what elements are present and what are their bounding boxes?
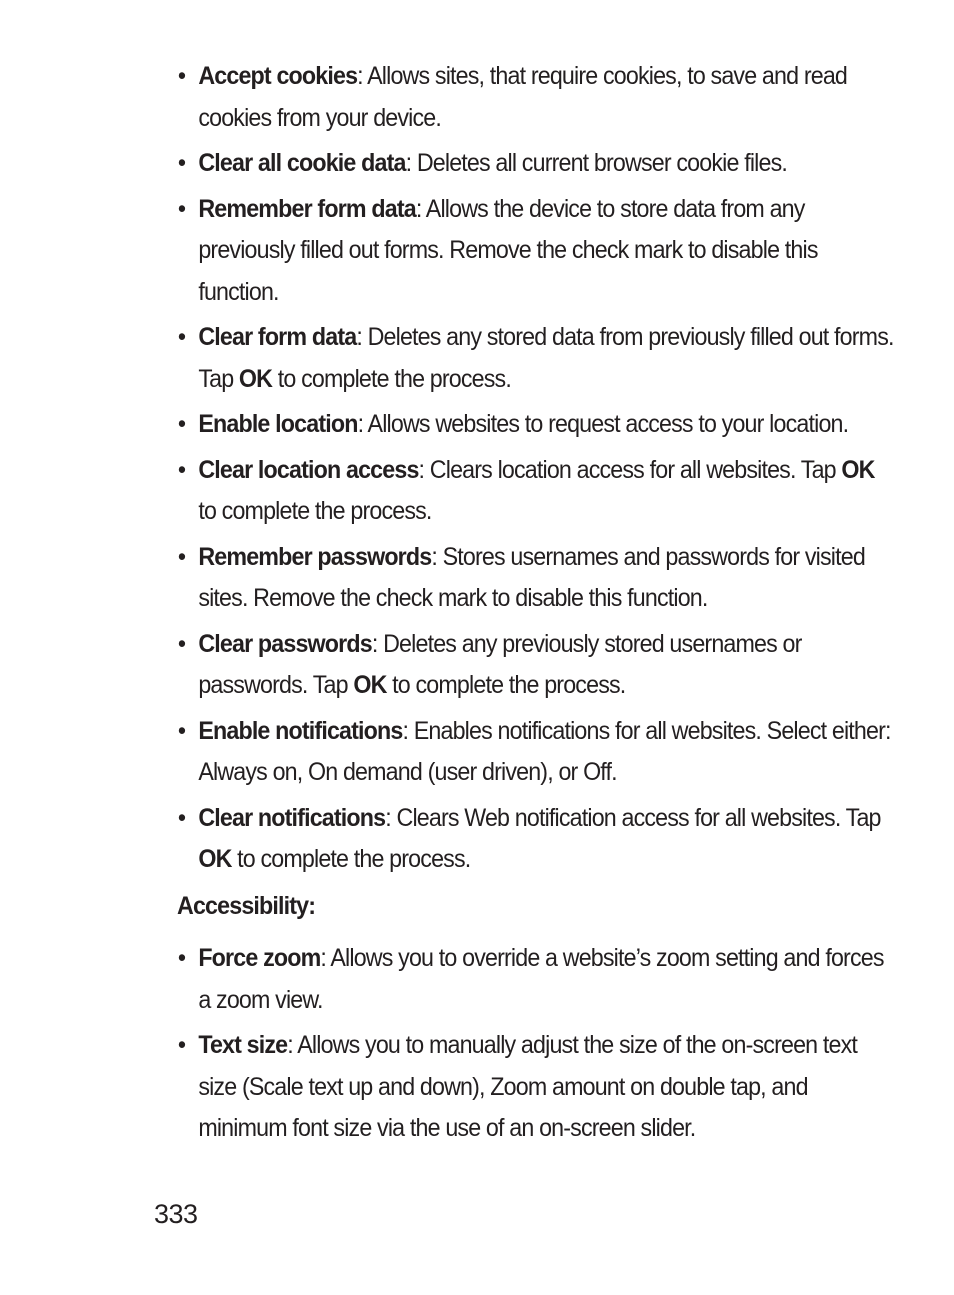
item-description-tail: to complete the process. xyxy=(198,497,432,525)
item-description: : Enables notifications for all websites. Select either: Always on, On demand (user driven), or Off. xyxy=(198,716,891,786)
item-term: Accept cookies xyxy=(198,62,358,90)
item-description: : Allows you to manually adjust the size of the on-screen text size (Scale text up and down), Zoom amount on double tap, and minimum font size via the use of an on-screen slider. xyxy=(198,1031,858,1142)
list-item xyxy=(176,404,898,446)
list-item xyxy=(176,317,898,400)
item-term: Remember passwords xyxy=(198,542,432,571)
item-description: : Stores usernames and passwords for visited sites. Remove the check mark to disable this function. xyxy=(198,542,865,612)
item-term: Enable notifications xyxy=(198,716,403,745)
item-term: Clear location access xyxy=(198,455,419,484)
list-item xyxy=(176,938,898,1021)
item-term: Enable location xyxy=(198,410,358,438)
item-description: : Deletes all current browser cookie files. xyxy=(405,149,787,177)
list-item xyxy=(176,143,898,185)
ok-keyword: OK xyxy=(841,455,875,484)
item-description-tail: to complete the process. xyxy=(231,845,471,873)
item-term: Remember form data xyxy=(198,194,416,223)
item-description: : Allows you to override a website’s zoom setting and forces a zoom view. xyxy=(198,944,884,1014)
item-description-tail: to complete the process. xyxy=(386,671,626,699)
item-description: : Allows the device to store data from any previously filled out forms. Remove the check mark to disable this function. xyxy=(198,194,818,306)
list-item xyxy=(176,189,898,314)
item-description: : Deletes any stored data from previously filled out forms. Tap xyxy=(198,323,894,393)
list-item xyxy=(176,537,898,620)
list-item xyxy=(176,798,898,881)
item-term: Clear passwords xyxy=(198,629,372,658)
list-item xyxy=(176,56,898,139)
ok-keyword: OK xyxy=(238,364,273,393)
list-item xyxy=(176,1025,898,1150)
item-term: Clear form data xyxy=(198,323,357,351)
ok-keyword: OK xyxy=(198,845,232,873)
item-description: : Deletes any previously stored usernames or passwords. Tap xyxy=(198,629,802,699)
list-item xyxy=(176,711,898,794)
item-description: : Clears Web notification access for all websites. Tap xyxy=(385,803,881,832)
item-term: Clear notifications xyxy=(198,803,386,832)
section-heading-accessibility: Accessibility: xyxy=(177,892,316,920)
item-description: : Clears location access for all websites. Tap xyxy=(418,455,842,484)
accessibility-settings-list xyxy=(176,938,884,1154)
item-term: Force zoom xyxy=(198,944,321,972)
item-term: Clear all cookie data xyxy=(198,149,406,177)
page-number: 333 xyxy=(154,1199,198,1229)
list-item xyxy=(176,624,898,707)
privacy-settings-list xyxy=(176,56,894,885)
item-description-tail: to complete the process. xyxy=(272,364,511,393)
ok-keyword: OK xyxy=(353,671,387,699)
item-description: : Allows websites to request access to your location. xyxy=(357,410,849,438)
list-item xyxy=(176,450,898,533)
item-description: : Allows sites, that require cookies, to save and read cookies from your device. xyxy=(198,62,848,132)
item-term: Text size xyxy=(198,1031,288,1059)
